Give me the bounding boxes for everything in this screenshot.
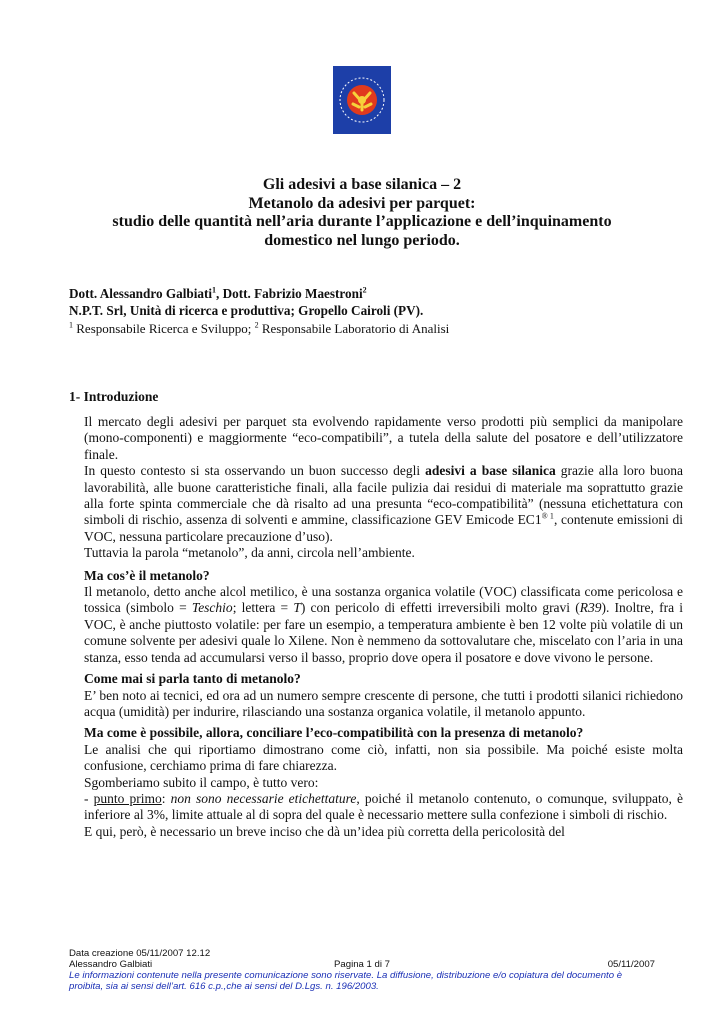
affiliation: N.P.T. Srl, Unità di ricerca e produttiva; Gropello Cairoli (PV). bbox=[69, 303, 424, 318]
footer-author: Alessandro Galbiati bbox=[69, 959, 153, 970]
body-text bbox=[84, 414, 683, 840]
italic-term: T bbox=[293, 600, 301, 616]
text-run: : bbox=[161, 790, 171, 806]
footnote-ref: ® 1 bbox=[541, 511, 554, 521]
author-line bbox=[69, 285, 689, 302]
footer-date: 05/11/2007 bbox=[607, 959, 655, 970]
title-line: Metanolo da adesivi per parquet: bbox=[248, 194, 476, 212]
title-line: studio delle quantità nell’aria durante l’applicazione e dell’inquinamento bbox=[112, 213, 612, 230]
authors-block bbox=[69, 285, 689, 319]
text-run: In questo contesto si sta osservando un buon successo degli bbox=[84, 463, 426, 479]
italic-term: non sono necessarie etichettature bbox=[170, 790, 357, 806]
author-2-sup: 2 bbox=[362, 285, 367, 295]
footer-created: Data creazione 05/11/2007 12.12 bbox=[69, 948, 211, 959]
author-2: Dott. Fabrizio Maestroni bbox=[222, 286, 363, 301]
text-run: - bbox=[84, 790, 94, 806]
roles-note bbox=[69, 320, 689, 337]
role-1: Responsabile Ricerca e Sviluppo; bbox=[73, 321, 255, 336]
underlined-term: punto primo bbox=[93, 790, 162, 806]
npt-logo-icon bbox=[333, 66, 391, 134]
text-run: , poiché il metanolo contenuto, o comunque, sviluppato, è inferiore al 3%, limite attuale al di sopra del quale è necessario mettere sulla confezione i simboli di rischio. bbox=[84, 790, 683, 823]
page-footer bbox=[69, 948, 655, 992]
document-title bbox=[40, 176, 684, 250]
subheading: Come mai si parla tanto di metanolo? bbox=[84, 671, 301, 687]
footer-confidentiality: Le informazioni contenute nella presente comunicazione sono riservate. La diffusione, distribuzione e/o copiatura del documento è proibita, sia ai sensi dell’art. 616 c.p.,che ai sensi del D.Lgs. n. 196/2003. bbox=[69, 970, 623, 992]
footer-row bbox=[69, 959, 655, 970]
italic-term: Teschio bbox=[191, 600, 233, 616]
paragraph: E qui, però, è necessario un breve inciso che dà un’idea più corretta della pericolosità del bbox=[84, 823, 565, 839]
title-line: Gli adesivi a base silanica – 2 bbox=[262, 176, 462, 193]
subheading: Ma come è possibile, allora, conciliare l’eco-compatibilità con la presenza di metanolo? bbox=[84, 725, 584, 741]
section-title: 1- Introduzione bbox=[69, 389, 159, 404]
text-run: , contenute emissioni di VOC, nessuna particolare precauzione d’uso). bbox=[84, 512, 683, 544]
paragraph: Il mercato degli adesivi per parquet sta evolvendo rapidamente verso prodotti più semplici da manipolare (mono-componenti) e maggiormente “eco-compatibili”, a tutela della salute del posatore e dell’utilizzatore finale. bbox=[84, 414, 683, 462]
paragraph bbox=[84, 463, 683, 545]
paragraph: Le analisi che qui riportiamo dimostrano come ciò, infatti, non sia possibile. Ma poiché esiste molta confusione, cerchiamo prima di fare chiarezza. bbox=[84, 741, 683, 774]
title-line: domestico nel lungo periodo. bbox=[264, 231, 460, 249]
paragraph: Sgomberiamo subito il campo, è tutto vero: bbox=[84, 774, 319, 790]
text-run: ). Inoltre, fra i VOC, è anche piuttosto volatile: per fare un esempio, a temperatura ambiente è ben 12 volte più volatile di un comune solvente per adesivi quale lo Xilene. Non è nemmeno da sottovalutare che, miscelato con l’aria in una stanza, esso tenda ad accumularsi verso il basso, proprio dove opera il posatore e dove vivono le persone. bbox=[84, 600, 683, 665]
author-1-sup: 1 bbox=[212, 285, 217, 295]
bold-term: adesivi a base silanica bbox=[425, 463, 556, 479]
paragraph: Tuttavia la parola “metanolo”, da anni, circola nell’ambiente. bbox=[84, 545, 415, 561]
npt-logo-graphic bbox=[333, 66, 391, 134]
role-2-sup: 2 bbox=[254, 320, 259, 330]
paragraph bbox=[84, 584, 683, 666]
text-run: ) con pericolo di effetti irreversibili molto gravi ( bbox=[300, 600, 580, 616]
text-run: Il metanolo, detto anche alcol metilico, è una sostanza organica volatile (VOC) classificata come pericolosa e tossica (simbolo = bbox=[84, 584, 683, 616]
paragraph bbox=[84, 791, 683, 824]
subheading: Ma cos’è il metanolo? bbox=[84, 567, 210, 583]
author-1: Dott. Alessandro Galbiati bbox=[69, 286, 213, 301]
footer-page-number: Pagina 1 di 7 bbox=[334, 959, 391, 970]
role-2: Responsabile Laboratorio di Analisi bbox=[258, 321, 450, 336]
author-sep: , bbox=[216, 286, 223, 301]
text-run: ; lettera = bbox=[232, 600, 294, 616]
text-run: grazie alla loro buona lavorabilità, alle buone caratteristiche finali, alla facile pulizia dai residui di materiale ma soprattutto grazie alla forte spinta commerciale che dà risalto ad una presunta “eco-compatibilità” (nessuna etichettatura con simboli di rischio, assenza di solventi e ammine, classificazione GEV Emicode EC1 bbox=[84, 463, 684, 528]
role-1-sup: 1 bbox=[69, 320, 73, 330]
italic-term: R39 bbox=[579, 600, 602, 616]
paragraph: E’ ben noto ai tecnici, ed ora ad un numero sempre crescente di persone, che tutti i prodotti silanici richiedono acqua (umidità) per indurire, rilasciando una sostanza organica volatile, il metanolo appunto. bbox=[84, 687, 683, 719]
